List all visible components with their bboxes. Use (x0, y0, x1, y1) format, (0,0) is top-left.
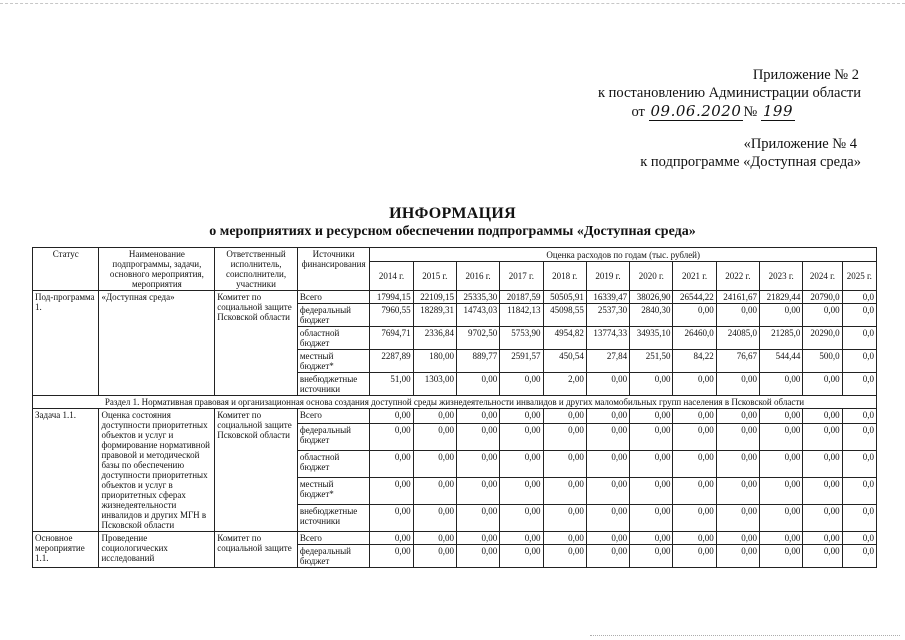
funding-source: Всего (297, 291, 370, 304)
amount-cell: 21285,0 (760, 327, 803, 350)
funding-source: областной бюджет (297, 451, 370, 478)
block-status: Основное мероприятие 1.1. (33, 532, 99, 568)
document-subtitle: о мероприятиях и ресурсном обеспечении подпрограммы «Доступная среда» (209, 224, 696, 239)
amount-cell: 0,00 (456, 505, 499, 532)
amount-cell: 20790,0 (803, 291, 842, 304)
appendix2-subtitle: к постановлению Администрации области (597, 85, 861, 101)
amount-cell: 0,00 (716, 409, 759, 424)
amount-cell: 450,54 (543, 350, 586, 373)
amount-cell: 251,50 (630, 350, 673, 373)
header-year: 2024 г. (803, 262, 842, 291)
header-year: 2023 г. (760, 262, 803, 291)
amount-cell: 0,00 (370, 409, 413, 424)
amount-cell: 0,0 (842, 304, 876, 327)
funding-source: федеральный бюджет (297, 424, 370, 451)
amount-cell: 0,00 (673, 532, 716, 545)
amount-cell: 0,00 (673, 545, 716, 568)
amount-cell: 2,00 (543, 373, 586, 396)
document-title: ИНФОРМАЦИЯ (389, 205, 516, 222)
amount-cell: 38026,90 (630, 291, 673, 304)
amount-cell: 7694,71 (370, 327, 413, 350)
amount-cell: 0,0 (842, 424, 876, 451)
header-year: 2014 г. (370, 262, 413, 291)
amount-cell: 0,00 (803, 373, 842, 396)
amount-cell: 0,00 (586, 478, 629, 505)
amount-cell: 0,00 (760, 409, 803, 424)
amount-cell: 0,00 (630, 532, 673, 545)
amount-cell: 27,84 (586, 350, 629, 373)
amount-cell: 2287,89 (370, 350, 413, 373)
amount-cell: 0,00 (370, 451, 413, 478)
amount-cell: 0,00 (716, 451, 759, 478)
block-executor: Комитет по социальной защите Псковской области (215, 291, 298, 396)
amount-cell: 9702,50 (456, 327, 499, 350)
amount-cell: 0,00 (456, 545, 499, 568)
amount-cell: 14743,03 (456, 304, 499, 327)
amount-cell: 2840,30 (630, 304, 673, 327)
amount-cell: 4954,82 (543, 327, 586, 350)
header-year: 2016 г. (456, 262, 499, 291)
amount-cell: 0,00 (456, 451, 499, 478)
amount-cell: 18289,31 (413, 304, 456, 327)
amount-cell: 0,00 (413, 532, 456, 545)
amount-cell: 51,00 (370, 373, 413, 396)
header-year: 2022 г. (716, 262, 759, 291)
amount-cell: 0,0 (842, 478, 876, 505)
amount-cell: 0,00 (630, 478, 673, 505)
amount-cell: 0,00 (803, 545, 842, 568)
amount-cell: 17994,15 (370, 291, 413, 304)
amount-cell: 84,22 (673, 350, 716, 373)
amount-cell: 0,00 (716, 505, 759, 532)
header-name: Наименование подпрограммы, задачи, основного мероприятия, мероприятия (99, 248, 215, 291)
amount-cell: 0,00 (803, 532, 842, 545)
amount-cell: 0,00 (673, 409, 716, 424)
amount-cell: 5753,90 (500, 327, 543, 350)
amount-cell: 25335,30 (456, 291, 499, 304)
amount-cell: 0,00 (413, 451, 456, 478)
amount-cell: 0,00 (500, 545, 543, 568)
funding-source: федеральный бюджет (297, 545, 370, 568)
block-executor: Комитет по социальной защите Псковской области (215, 409, 298, 532)
amount-cell: 0,00 (803, 478, 842, 505)
amount-cell: 0,00 (586, 409, 629, 424)
header-executor: Ответственный исполнитель, соисполнители, участники (215, 248, 298, 291)
block-status: Под-программа 1. (33, 291, 99, 396)
amount-cell: 0,0 (842, 409, 876, 424)
amount-cell: 0,00 (500, 532, 543, 545)
header-status: Статус (33, 248, 99, 291)
appendix4-title: «Приложение № 4 (743, 136, 857, 152)
amount-cell: 0,00 (630, 373, 673, 396)
header-year: 2018 г. (543, 262, 586, 291)
funding-source: местный бюджет* (297, 478, 370, 505)
amount-cell: 0,00 (500, 409, 543, 424)
amount-cell: 0,00 (456, 478, 499, 505)
amount-cell: 50505,91 (543, 291, 586, 304)
table-row (33, 532, 877, 545)
amount-cell: 0,00 (500, 478, 543, 505)
amount-cell: 500,0 (803, 350, 842, 373)
amount-cell: 0,0 (842, 505, 876, 532)
amount-cell: 2591,57 (500, 350, 543, 373)
amount-cell: 0,00 (370, 545, 413, 568)
amount-cell: 16339,47 (586, 291, 629, 304)
appendix2-title: Приложение № 2 (752, 67, 859, 83)
amount-cell: 0,0 (842, 373, 876, 396)
amount-cell: 889,77 (456, 350, 499, 373)
amount-cell: 45098,55 (543, 304, 586, 327)
amount-cell: 0,00 (760, 505, 803, 532)
funding-source: внебюджетные источники (297, 373, 370, 396)
amount-cell: 0,00 (586, 545, 629, 568)
funding-source: федеральный бюджет (297, 304, 370, 327)
amount-cell: 0,00 (673, 505, 716, 532)
amount-cell: 0,00 (413, 424, 456, 451)
section-title: Раздел 1. Нормативная правовая и организационная основа создания доступной среды жизнедеятельности инвалидов и других маломобильных групп населения в Псковской области (33, 396, 877, 409)
amount-cell: 0,0 (842, 327, 876, 350)
amount-cell: 2336,84 (413, 327, 456, 350)
amount-cell: 13774,33 (586, 327, 629, 350)
amount-cell: 0,00 (413, 409, 456, 424)
amount-cell: 0,00 (543, 545, 586, 568)
table-row (33, 409, 877, 424)
amount-cell: 0,00 (673, 451, 716, 478)
amount-cell: 1303,00 (413, 373, 456, 396)
header-year: 2015 г. (413, 262, 456, 291)
header-year: 2017 г. (500, 262, 543, 291)
amount-cell: 0,00 (760, 532, 803, 545)
header-sources: Источники финансирования (297, 248, 370, 291)
amount-cell: 0,00 (760, 451, 803, 478)
amount-cell: 0,00 (630, 409, 673, 424)
amount-cell: 20290,0 (803, 327, 842, 350)
amount-cell: 0,00 (673, 373, 716, 396)
amount-cell: 0,00 (630, 451, 673, 478)
block-executor: Комитет по социальной защите (215, 532, 298, 568)
handwritten-date: 09.06.2020 (650, 102, 742, 120)
amount-cell: 0,00 (673, 424, 716, 451)
amount-cell: 0,00 (630, 545, 673, 568)
from-label: от (631, 104, 645, 120)
block-status: Задача 1.1. (33, 409, 99, 532)
amount-cell: 0,00 (586, 424, 629, 451)
amount-cell: 0,00 (370, 505, 413, 532)
amount-cell: 0,00 (413, 545, 456, 568)
amount-cell: 0,0 (842, 451, 876, 478)
amount-cell: 0,00 (803, 505, 842, 532)
amount-cell: 0,00 (630, 424, 673, 451)
amount-cell: 24161,67 (716, 291, 759, 304)
amount-cell: 0,00 (543, 451, 586, 478)
amount-cell: 0,0 (842, 545, 876, 568)
amount-cell: 26460,0 (673, 327, 716, 350)
block-name: Проведение социологических исследований (99, 532, 215, 568)
amount-cell: 20187,59 (500, 291, 543, 304)
table-row (33, 291, 877, 304)
scan-top-edge (0, 3, 905, 4)
amount-cell: 34935,10 (630, 327, 673, 350)
amount-cell: 0,00 (803, 304, 842, 327)
amount-cell: 0,00 (500, 373, 543, 396)
amount-cell: 0,00 (673, 478, 716, 505)
amount-cell: 0,00 (543, 424, 586, 451)
amount-cell: 76,67 (716, 350, 759, 373)
funding-source: внебюджетные источники (297, 505, 370, 532)
amount-cell: 180,00 (413, 350, 456, 373)
amount-cell: 0,00 (760, 304, 803, 327)
amount-cell: 0,00 (586, 373, 629, 396)
header-year: 2019 г. (586, 262, 629, 291)
amount-cell: 0,00 (413, 505, 456, 532)
amount-cell: 7960,55 (370, 304, 413, 327)
amount-cell: 0,00 (370, 532, 413, 545)
amount-cell: 0,00 (456, 373, 499, 396)
header-year: 2020 г. (630, 262, 673, 291)
amount-cell: 0,00 (456, 409, 499, 424)
amount-cell: 0,00 (500, 505, 543, 532)
amount-cell: 0,00 (413, 478, 456, 505)
amount-cell: 0,0 (842, 291, 876, 304)
amount-cell: 0,00 (456, 532, 499, 545)
number-sign: № (743, 104, 758, 120)
amount-cell: 0,00 (760, 373, 803, 396)
amount-cell: 22109,15 (413, 291, 456, 304)
block-name: «Доступная среда» (99, 291, 215, 396)
scan-bottom-edge (590, 635, 900, 636)
amount-cell: 2537,30 (586, 304, 629, 327)
amount-cell: 0,00 (716, 424, 759, 451)
amount-cell: 0,00 (803, 409, 842, 424)
amount-cell: 0,00 (760, 478, 803, 505)
amount-cell: 0,00 (586, 532, 629, 545)
appendix2-date-line (631, 103, 795, 121)
amount-cell: 0,00 (586, 451, 629, 478)
amount-cell: 0,00 (716, 532, 759, 545)
amount-cell: 0,00 (630, 505, 673, 532)
block-name: Оценка состояния доступности приоритетных объектов и услуг и формирование нормативной правовой и методической базы по обеспечению доступности приоритетных объектов и услуг в приоритетных сферах жизнедеятельности инвалидов и других МГН в Псковской области (99, 409, 215, 532)
amount-cell: 0,00 (716, 478, 759, 505)
amount-cell: 0,00 (716, 373, 759, 396)
amount-cell: 11842,13 (500, 304, 543, 327)
amount-cell: 26544,22 (673, 291, 716, 304)
amount-cell: 0,00 (543, 409, 586, 424)
amount-cell: 0,0 (842, 532, 876, 545)
amount-cell: 0,00 (716, 304, 759, 327)
funding-source: Всего (297, 532, 370, 545)
amount-cell: 0,00 (543, 478, 586, 505)
amount-cell: 0,00 (500, 451, 543, 478)
amount-cell: 21829,44 (760, 291, 803, 304)
amount-cell: 0,00 (500, 424, 543, 451)
resource-table (32, 247, 877, 568)
amount-cell: 0,00 (673, 304, 716, 327)
amount-cell: 544,44 (760, 350, 803, 373)
header-costs: Оценка расходов по годам (тыс. рублей) (370, 248, 877, 262)
amount-cell: 0,00 (543, 532, 586, 545)
funding-source: Всего (297, 409, 370, 424)
amount-cell: 24085,0 (716, 327, 759, 350)
header-row (33, 248, 877, 262)
amount-cell: 0,00 (803, 424, 842, 451)
amount-cell: 0,0 (842, 350, 876, 373)
funding-source: областной бюджет (297, 327, 370, 350)
appendix4-subtitle: к подпрограмме «Доступная среда» (640, 154, 861, 170)
handwritten-number: 199 (762, 102, 793, 120)
header-year: 2021 г. (673, 262, 716, 291)
amount-cell: 0,00 (543, 505, 586, 532)
amount-cell: 0,00 (456, 424, 499, 451)
amount-cell: 0,00 (803, 451, 842, 478)
funding-source: местный бюджет* (297, 350, 370, 373)
amount-cell: 0,00 (760, 424, 803, 451)
amount-cell: 0,00 (370, 478, 413, 505)
section-row (33, 396, 877, 409)
amount-cell: 0,00 (760, 545, 803, 568)
header-year: 2025 г. (842, 262, 876, 291)
amount-cell: 0,00 (370, 424, 413, 451)
amount-cell: 0,00 (586, 505, 629, 532)
amount-cell: 0,00 (716, 545, 759, 568)
